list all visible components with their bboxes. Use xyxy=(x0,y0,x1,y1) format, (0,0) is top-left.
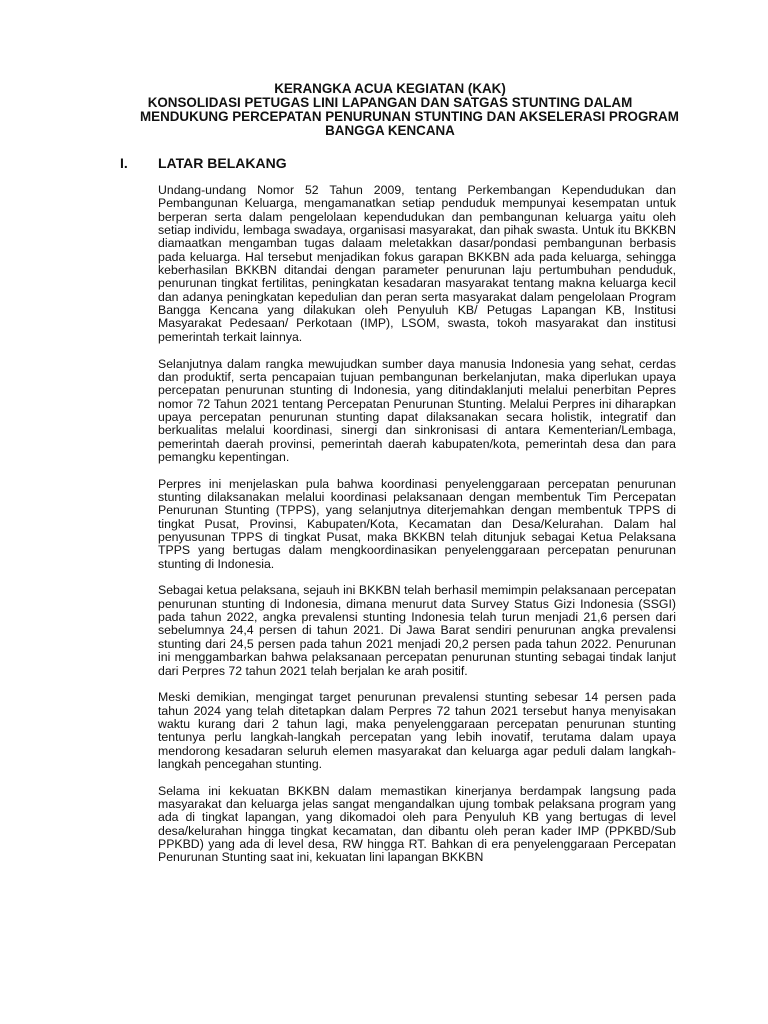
section-heading xyxy=(120,155,287,171)
paragraph: Undang-undang Nomor 52 Tahun 2009, tentang Perkembangan Kependudukan dan Pembangunan Keluarga, mengamanatkan setiap penduduk mempunyai kesempatan untuk berperan serta dalam pengelolaan kependudukan dan pembangunan keluarga yaitu oleh setiap individu, lembaga swadaya, organisasi masyarakat, dan pihak swasta. Untuk itu BKKBN diamaatkan mengamban tugas dalaam meletakkan dasar/pondasi pembangunan berbasis pada keluarga. Hal tersebut menjadikan fokus garapan BKKBN ada pada keluarga, sehingga keberhasilan BKKBN ditandai dengan parameter penurunan laju pertumbuhan penduduk, penurunan tingkat fertilitas, peningkatan kesadaran masyarakat tentang makna keluarga kecil dan adanya peningkatan kepedulian dan peran serta masyarakat dalam pengelolaan Program Bangga Kencana yang dilakukan oleh Penyuluh KB/ Petugas Lapangan KB, Institusi Masyarakat Pedesaan/ Perkotaan (IMP), LSOM, swasta, tokoh masyarakat dan institusi pemerintah terkait lainnya. xyxy=(158,183,676,344)
paragraph: Sebagai ketua pelaksana, sejauh ini BKKBN telah berhasil memimpin pelaksanaan percepatan penurunan stunting di Indonesia, dimana menurut data Survey Status Gizi Indonesia (SSGI) pada tahun 2022, angka prevalensi stunting Indonesia telah turun menjadi 21,6 persen dari sebelumnya 24,4 persen di tahun 2021. Di Jawa Barat sendiri penurunan angka prevalensi stunting dari 24,5 persen pada tahun 2021 menjadi 20,2 persen pada tahun 2022. Penurunan ini menggambarkan bahwa pelaksanaan percepatan penurunan stunting sebagai tindak lanjut dari Perpres 72 tahun 2021 telah berjalan ke arah positif. xyxy=(158,583,676,678)
paragraph: Selanjutnya dalam rangka mewujudkan sumber daya manusia Indonesia yang sehat, cerdas dan produktif, serta pencapaian tujuan pembangunan berkelanjutan, maka diperlukan upaya percepatan penurunan stunting di Indonesia, yang ditindaklanjuti melalui penerbitan Pepres nomor 72 Tahun 2021 tentang Percepatan Penurunan Stunting. Melalui Perpres ini diharapkan upaya percepatan penurunan stunting dapat dilaksanakan secara holistik, integratif dan berkualitas melalui koordinasi, sinergi dan sinkronisasi di antara Kementerian/Lembaga, pemerintah daerah provinsi, pemerintah daerah kabupaten/kota, pemerintah desa dan para pemangku kepentingan. xyxy=(158,356,676,464)
paragraph: Meski demikian, mengingat target penurunan prevalensi stunting sebesar 14 persen pada tahun 2024 yang telah ditetapkan dalam Perpres 72 tahun 2021 tersebut hanya menyisakan waktu kurang dari 2 tahun lagi, maka penyelenggaraan percepatan penurunan stunting tentunya perlu langkah-langkah percepatan yang lebih inovatif, terutama dalam upaya mendorong kesadaran seluruh elemen masyarakat dan keluarga agar peduli dalam langkah-langkah pencegahan stunting. xyxy=(158,690,676,771)
section-body xyxy=(158,184,676,878)
title-line: MENDUKUNG PERCEPATAN PENURUNAN STUNTING DAN AKSELERASI PROGRAM xyxy=(140,109,679,124)
title-line: KERANGKA ACUA KEGIATAN (KAK) xyxy=(274,81,506,96)
paragraph: Perpres ini menjelaskan pula bahwa koordinasi penyelenggaraan percepatan penurunan stunting dilaksanakan melalui koordinasi pelaksanaan dengan membentuk Tim Percepatan Penurunan Stunting (TPPS), yang selanjutnya diterjemahkan dengan membentuk TPPS di tingkat Pusat, Provinsi, Kabupaten/Kota, Kecamatan dan Desa/Kelurahan. Dalam hal penyusunan TPPS di tingkat Pusat, maka BKKBN telah ditunjuk sebagai Ketua Pelaksana TPPS yang bertugas dalam mengkoordinasikan penyelenggaraan percepatan penurunan stunting di Indonesia. xyxy=(158,476,676,571)
section-number: I. xyxy=(120,155,128,171)
paragraph: Selama ini kekuatan BKKBN dalam memastikan kinerjanya berdampak langsung pada masyarakat dan keluarga jelas sangat mengandalkan ujung tombak pelaksana program yang ada di tingkat lapangan, yang dikomadoi oleh para Penyuluh KB yang bertugas di level desa/kelurahan hingga tingkat kecamatan, dan dibantu oleh peran kader IMP (PPKBD/Sub PPKBD) yang ada di level desa, RW hingga RT. Bahkan di era penyelenggaraan Percepatan Penurunan Stunting saat ini, kekuatan lini lapangan BKKBN xyxy=(158,783,676,865)
title-line: KONSOLIDASI PETUGAS LINI LAPANGAN DAN SATGAS STUNTING DALAM xyxy=(147,95,633,110)
section-title: LATAR BELAKANG xyxy=(158,155,287,171)
document-title xyxy=(140,81,679,138)
title-line: BANGGA KENCANA xyxy=(325,123,455,138)
